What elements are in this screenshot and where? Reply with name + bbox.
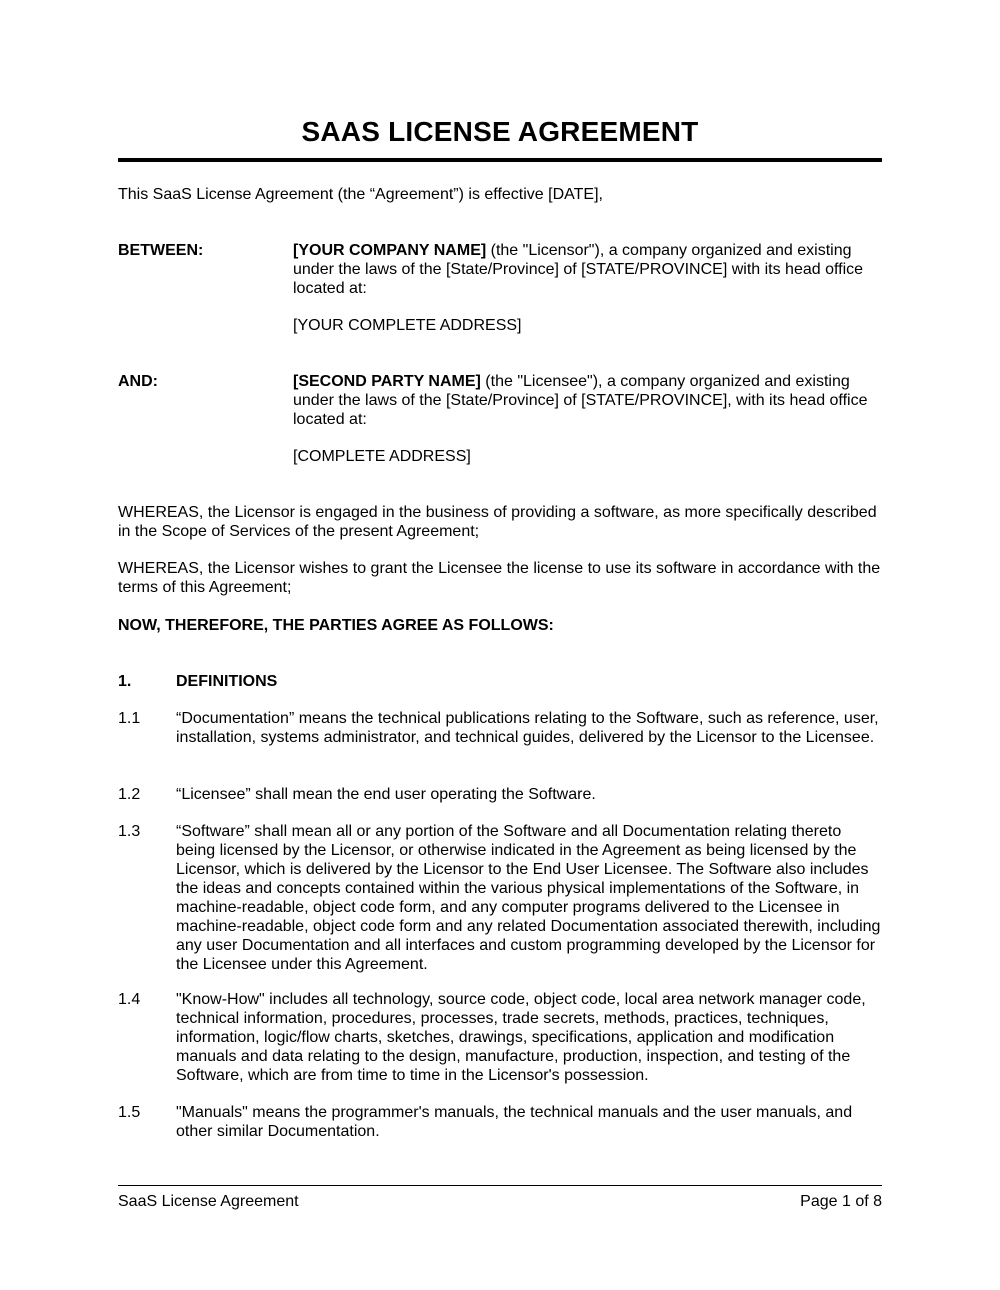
clause-number: 1.4	[118, 991, 141, 1008]
clause-number: 1.1	[118, 710, 141, 727]
clause-number: 1.2	[118, 786, 141, 803]
footer-page-number: Page 1 of 8	[800, 1193, 882, 1210]
now-therefore-heading: NOW, THEREFORE, THE PARTIES AGREE AS FOLLOWS:	[118, 617, 554, 634]
clause-number: 1.5	[118, 1104, 141, 1121]
section-number: 1.	[118, 673, 132, 690]
footer-document-name: SaaS License Agreement	[118, 1193, 299, 1210]
licensee-name: [SECOND PARTY NAME]	[293, 373, 481, 390]
document-title: SAAS LICENSE AGREEMENT	[301, 116, 699, 147]
section-heading: DEFINITIONS	[176, 673, 278, 690]
clause-text: “Documentation” means the technical publications relating to the Software, such as reference, user, installation, systems administrator, and technical guides, delivered by the Licensor to the Licensee.	[176, 710, 879, 746]
licensor-name: [YOUR COMPANY NAME]	[293, 242, 487, 259]
clause-text: "Manuals" means the programmer's manuals, the technical manuals and the user manuals, and other similar Documentation.	[176, 1104, 853, 1140]
and-label: AND:	[118, 373, 158, 390]
licensor-address: [YOUR COMPLETE ADDRESS]	[293, 317, 522, 334]
licensor-text: (the "Licensor"), a company organized and existing under the laws of the [State/Province] of [STATE/PROVINCE] with its head office located at:	[293, 242, 864, 297]
clause-text: “Licensee” shall mean the end user operating the Software.	[176, 786, 596, 803]
between-label: BETWEEN:	[118, 242, 204, 259]
licensee-description	[293, 372, 883, 429]
clause-text: "Know-How" includes all technology, source code, object code, local area network manager code, technical information, procedures, processes, trade secrets, methods, practices, techniques, information, logic/flow charts, sketches, drawings, specifications, application and modification manuals and data relating to the design, manufacture, production, inspection, and testing of the Software, which are from time to time in the Licensor's possession.	[176, 991, 866, 1084]
licensee-address: [COMPLETE ADDRESS]	[293, 448, 471, 465]
whereas-clause: WHEREAS, the Licensor wishes to grant the Licensee the license to use its software in accordance with the terms of this Agreement;	[118, 560, 881, 596]
licensee-text: (the "Licensee"), a company organized and existing under the laws of the [State/Province] of [STATE/PROVINCE], with its head office located at:	[293, 373, 868, 428]
clause-text: “Software” shall mean all or any portion of the Software and all Documentation relating thereto being licensed by the Licensor, or otherwise indicated in the Agreement as being licensed by the Licensor, which is delivered by the Licensor to the End User Licensee. The Software also includes the ideas and concepts contained within the various physical implementations of the Software, in machine-readable, object code form, and any computer programs delivered to the Licensee in machine-readable, object code form and any related Documentation associated therewith, including any user Documentation and all interfaces and custom programming developed by the Licensor for the Licensee under this Agreement.	[176, 823, 881, 973]
title-divider	[118, 158, 882, 162]
licensor-description	[293, 241, 883, 298]
intro-paragraph: This SaaS License Agreement (the “Agreement”) is effective [DATE],	[118, 186, 603, 203]
whereas-clause: WHEREAS, the Licensor is engaged in the business of providing a software, as more specifically described in the Scope of Services of the present Agreement;	[118, 504, 877, 540]
footer-divider	[118, 1185, 882, 1186]
clause-number: 1.3	[118, 823, 141, 840]
